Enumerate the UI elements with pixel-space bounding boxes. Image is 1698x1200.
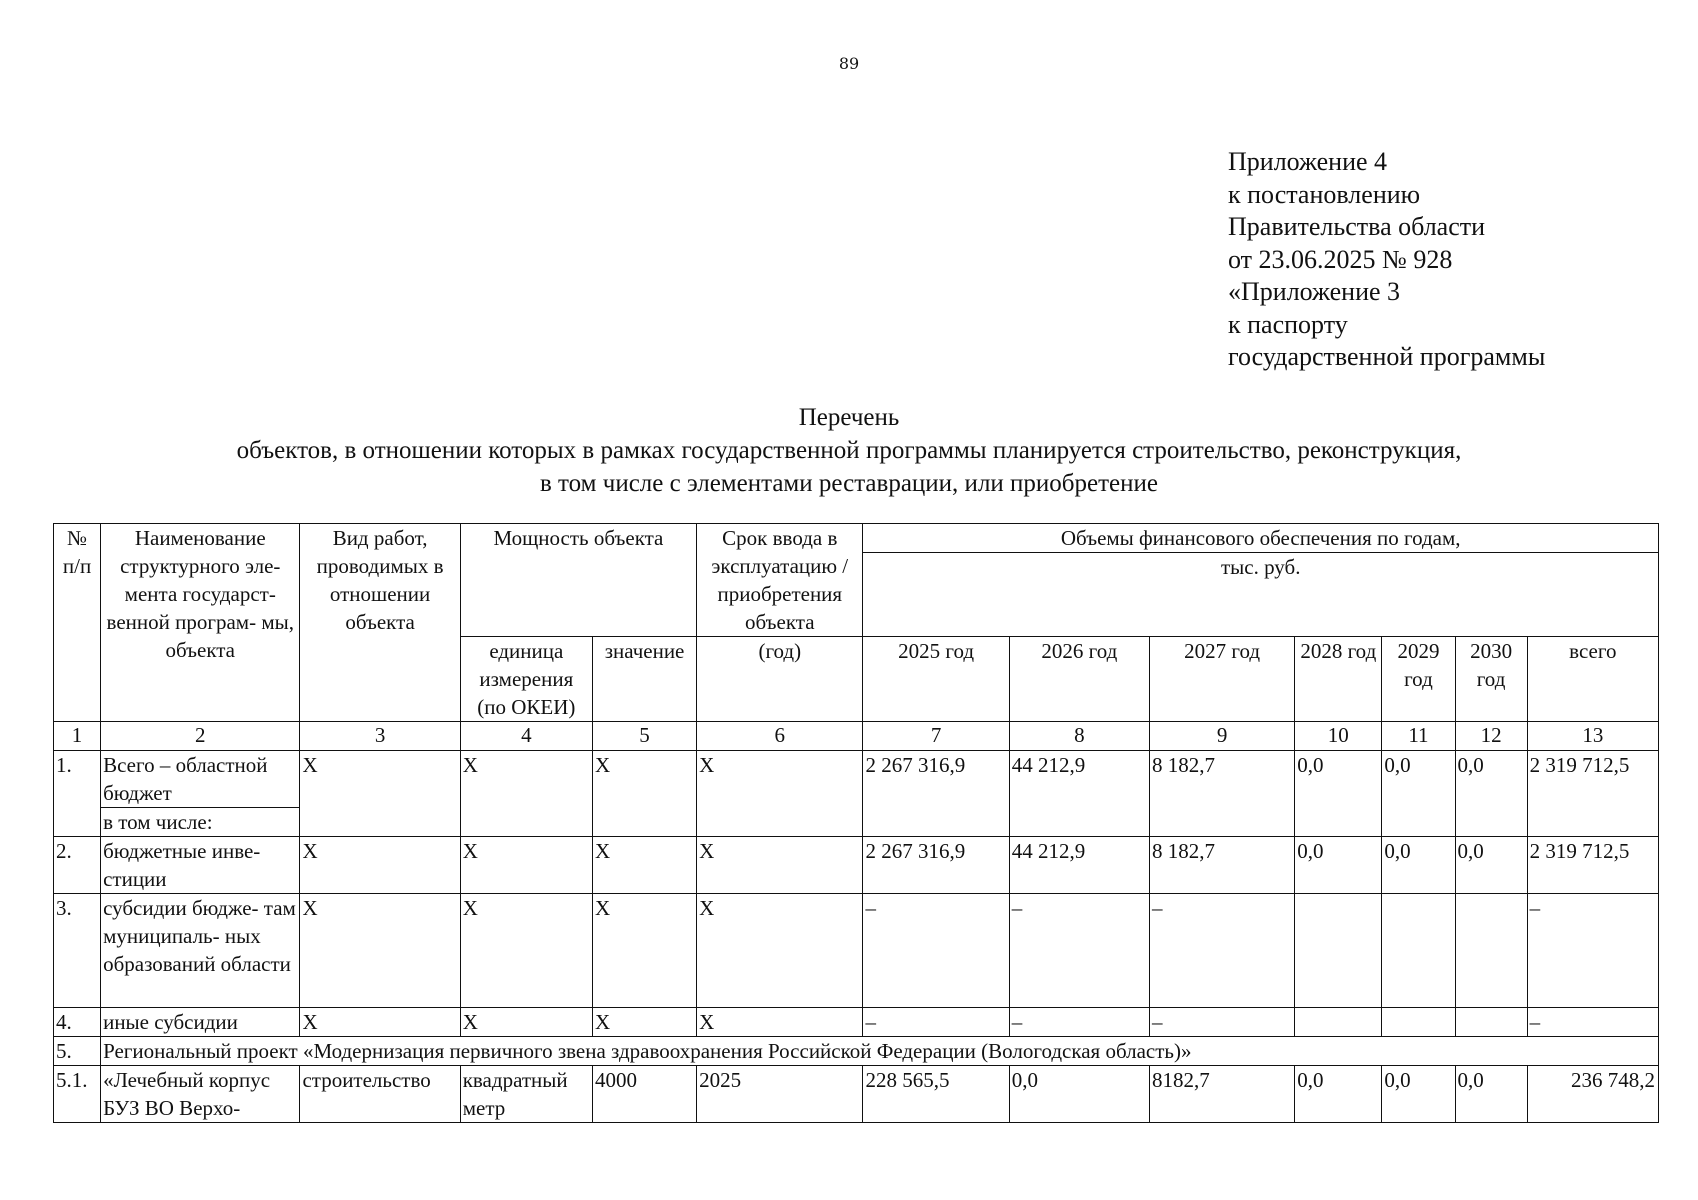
row-2025: – <box>863 894 1009 1008</box>
header-no: № п/п <box>54 524 101 722</box>
row-no: 5. <box>54 1037 101 1066</box>
row-unit: квадратный метр <box>460 1066 592 1123</box>
table-row <box>54 894 1659 1008</box>
appendix-line: от 23.06.2025 № 928 <box>1228 244 1453 274</box>
appendix-line: к постановлению <box>1228 179 1421 209</box>
column-number: 13 <box>1527 722 1658 751</box>
row-2026: – <box>1009 1008 1149 1037</box>
row-value: 4000 <box>592 1066 696 1123</box>
column-number: 5 <box>592 722 696 751</box>
row-work-type: Х <box>300 837 460 894</box>
column-number: 3 <box>300 722 460 751</box>
header-capacity: Мощность объекта <box>460 524 696 637</box>
row-total: – <box>1527 1008 1658 1037</box>
header-year-2027: 2027 год <box>1149 637 1294 722</box>
row-unit: Х <box>460 751 592 837</box>
appendix-line: «Приложение 3 <box>1228 277 1401 306</box>
row-no: 4. <box>54 1008 101 1037</box>
header-funding-unit: тыс. руб. <box>863 553 1659 637</box>
header-year-2028: 2028 год <box>1295 637 1382 722</box>
table-row <box>54 1008 1659 1037</box>
row-2025: 228 565,5 <box>863 1066 1009 1123</box>
header-value: значение <box>592 637 696 722</box>
row-2027: 8182,7 <box>1149 1066 1294 1123</box>
header-row <box>54 524 1659 553</box>
row-value: Х <box>592 751 696 837</box>
row-term: 2025 <box>697 1066 863 1123</box>
table-row <box>54 1037 1659 1066</box>
appendix-line: к паспорту <box>1228 309 1348 339</box>
row-2027: – <box>1149 1008 1294 1037</box>
appendix-note <box>1228 146 1688 374</box>
header-unit: единица измерения (по ОКЕИ) <box>460 637 592 722</box>
row-no: 3. <box>54 894 101 1008</box>
header-term: Срок ввода в эксплуатацию / приобретения объекта <box>697 524 863 637</box>
row-2029: 0,0 <box>1382 751 1455 837</box>
row-name: «Лечебный корпус БУЗ ВО Верхо- <box>101 1066 300 1123</box>
table-row <box>54 837 1659 894</box>
column-number: 7 <box>863 722 1009 751</box>
row-unit: Х <box>460 894 592 1008</box>
header-term-year: (год) <box>697 637 863 722</box>
header-year-2029: 2029 год <box>1382 637 1455 722</box>
row-2028: 0,0 <box>1295 751 1382 837</box>
row-value: Х <box>592 837 696 894</box>
row-2026: – <box>1009 894 1149 1008</box>
row-2026: 44 212,9 <box>1009 837 1149 894</box>
row-2026: 44 212,9 <box>1009 751 1149 837</box>
row-no: 5.1. <box>54 1066 101 1123</box>
column-number: 11 <box>1382 722 1455 751</box>
header-funding: Объемы финансового обеспечения по годам, <box>863 524 1659 553</box>
appendix-line: Приложение 4 <box>1228 147 1388 176</box>
column-number: 2 <box>101 722 300 751</box>
row-term: Х <box>697 751 863 837</box>
table-row <box>54 751 1659 808</box>
row-2029 <box>1382 894 1455 1008</box>
title-line: Перечень <box>798 404 900 431</box>
row-2027: – <box>1149 894 1294 1008</box>
row-2029 <box>1382 1008 1455 1037</box>
row-value: Х <box>592 1008 696 1037</box>
column-number-row <box>54 722 1659 751</box>
row-term: Х <box>697 894 863 1008</box>
regional-project-title: Региональный проект «Модернизация первичного звена здравоохранения Российской Федерации (Вологодская область)» <box>101 1037 1659 1066</box>
row-2028 <box>1295 1008 1382 1037</box>
header-year-2030: 2030 год <box>1455 637 1527 722</box>
table-row <box>54 1066 1659 1123</box>
row-2029: 0,0 <box>1382 837 1455 894</box>
row-2028: 0,0 <box>1295 837 1382 894</box>
row-2025: 2 267 316,9 <box>863 751 1009 837</box>
row-2025: 2 267 316,9 <box>863 837 1009 894</box>
row-name: субсидии бюдже- там муниципаль- ных образований области <box>101 894 300 1008</box>
row-name: Всего – областной бюджет <box>101 751 300 808</box>
row-2025: – <box>863 1008 1009 1037</box>
row-total: 2 319 712,5 <box>1527 751 1658 837</box>
row-2028: 0,0 <box>1295 1066 1382 1123</box>
row-no: 2. <box>54 837 101 894</box>
row-total: 236 748,2 <box>1527 1066 1658 1123</box>
header-year-2025: 2025 год <box>863 637 1009 722</box>
row-work-type: Х <box>300 894 460 1008</box>
header-year-2026: 2026 год <box>1009 637 1149 722</box>
objects-table <box>53 523 1659 1123</box>
row-2030 <box>1455 894 1527 1008</box>
row-2026: 0,0 <box>1009 1066 1149 1123</box>
row-subname: в том числе: <box>101 808 300 837</box>
column-number: 4 <box>460 722 592 751</box>
title-line: в том числе с элементами реставрации, или приобретение <box>540 470 1158 497</box>
row-term: Х <box>697 837 863 894</box>
row-name: бюджетные инве- стиции <box>101 837 300 894</box>
header-name: Наименование структурного эле- мента государст- венной програм- мы, объекта <box>101 524 300 722</box>
column-number: 6 <box>697 722 863 751</box>
row-2027: 8 182,7 <box>1149 837 1294 894</box>
header-total: всего <box>1527 637 1658 722</box>
row-work-type: строительство <box>300 1066 460 1123</box>
row-work-type: Х <box>300 751 460 837</box>
column-number: 1 <box>54 722 101 751</box>
row-total: – <box>1527 894 1658 1008</box>
header-work-type: Вид работ, проводимых в отношении объекта <box>300 524 460 722</box>
row-no: 1. <box>54 751 101 837</box>
row-2030: 0,0 <box>1455 751 1527 837</box>
column-number: 10 <box>1295 722 1382 751</box>
row-unit: Х <box>460 837 592 894</box>
row-term: Х <box>697 1008 863 1037</box>
page-number: 89 <box>838 54 860 73</box>
row-2030: 0,0 <box>1455 1066 1527 1123</box>
row-2029: 0,0 <box>1382 1066 1455 1123</box>
row-work-type: Х <box>300 1008 460 1037</box>
appendix-line: государственной программы <box>1228 342 1546 371</box>
row-2030: 0,0 <box>1455 837 1527 894</box>
row-2028 <box>1295 894 1382 1008</box>
appendix-line: Правительства области <box>1228 212 1486 241</box>
row-2027: 8 182,7 <box>1149 751 1294 837</box>
column-number: 8 <box>1009 722 1149 751</box>
column-number: 9 <box>1149 722 1294 751</box>
row-unit: Х <box>460 1008 592 1037</box>
row-name: иные субсидии <box>101 1008 300 1037</box>
column-number: 12 <box>1455 722 1527 751</box>
title-line: объектов, в отношении которых в рамках государственной программы планируется строительство, реконструкция, <box>236 437 1462 464</box>
row-value: Х <box>592 894 696 1008</box>
document-title <box>0 401 1698 500</box>
row-2030 <box>1455 1008 1527 1037</box>
row-total: 2 319 712,5 <box>1527 837 1658 894</box>
